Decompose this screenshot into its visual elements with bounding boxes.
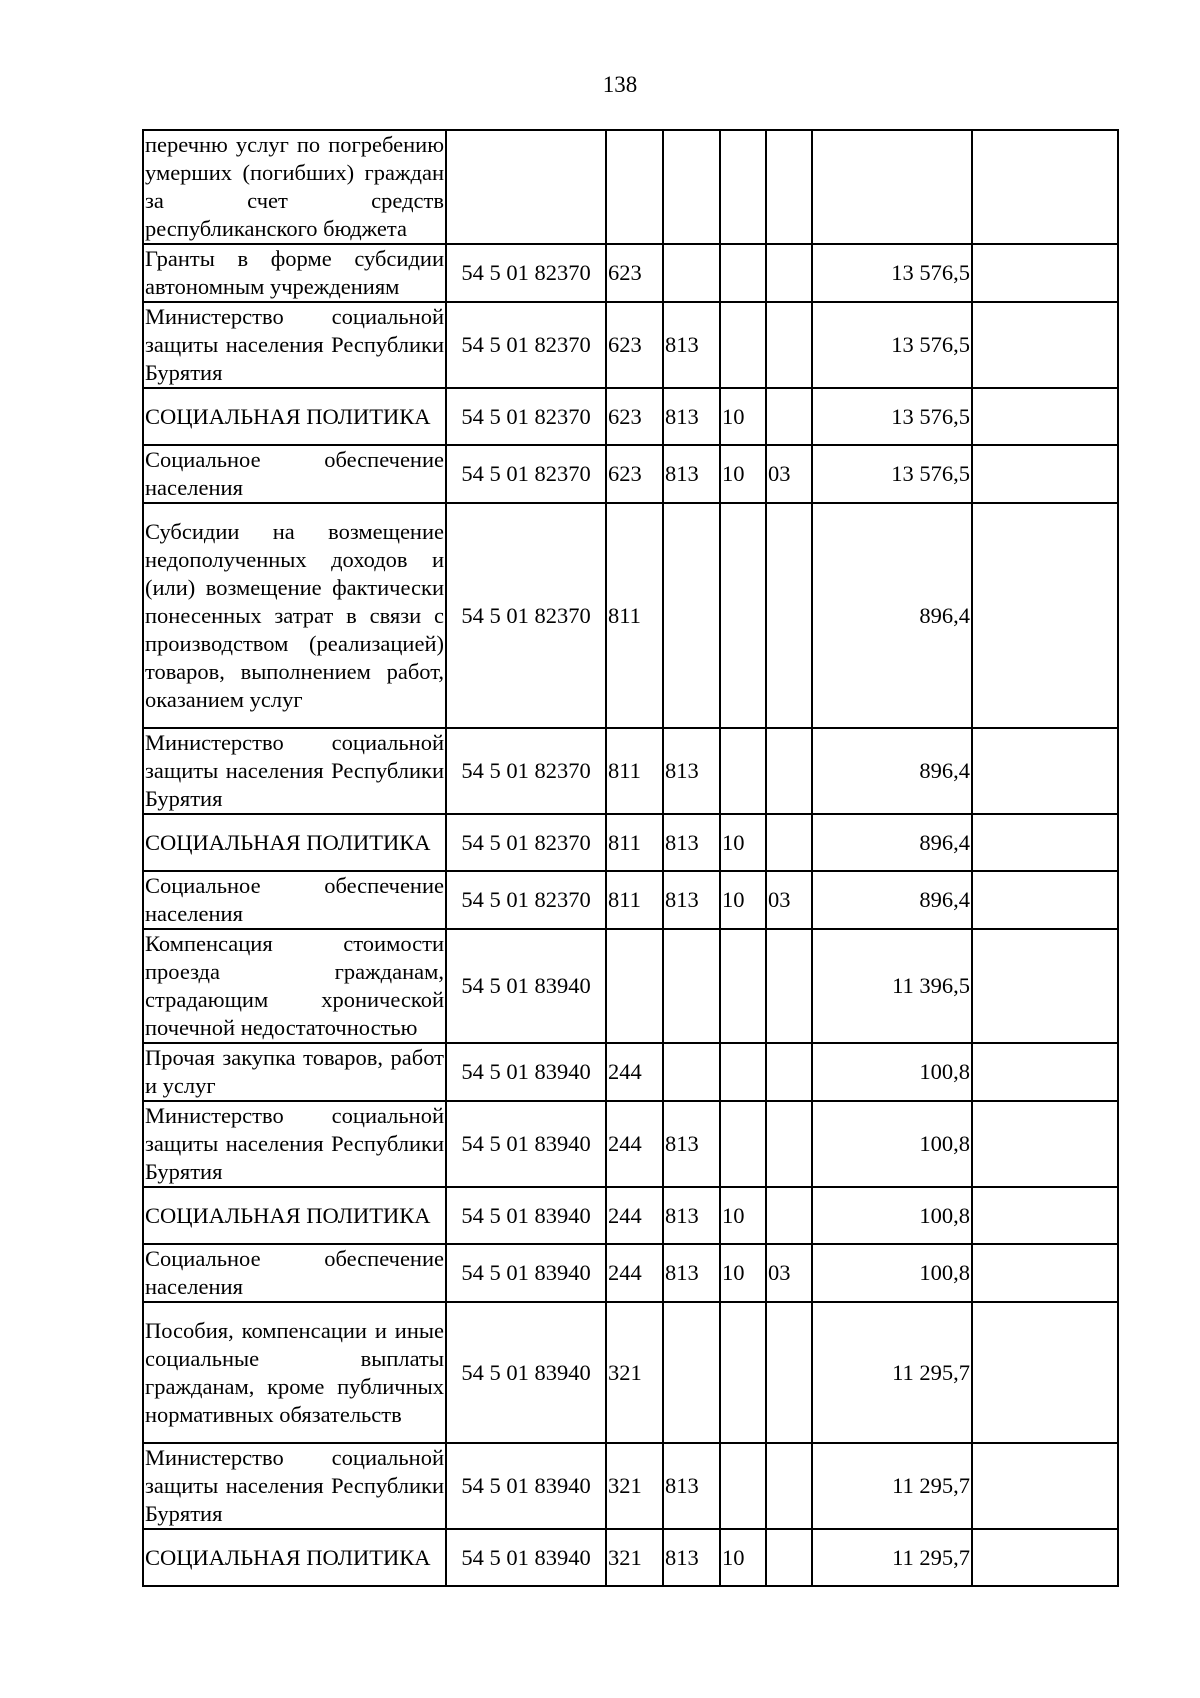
expense-type-code [606, 130, 663, 244]
section-code [720, 302, 766, 388]
table-body [143, 130, 1118, 1586]
amount: 100,8 [812, 1101, 972, 1187]
target-article-code: 54 5 01 83940 [446, 929, 606, 1043]
row-description: Социальное обеспечение населения [143, 1244, 446, 1302]
amount: 11 295,7 [812, 1529, 972, 1586]
extra-amount [972, 1302, 1118, 1443]
ministry-code [663, 503, 720, 728]
section-code: 10 [720, 388, 766, 445]
expense-type-code: 623 [606, 244, 663, 302]
amount: 11 295,7 [812, 1302, 972, 1443]
row-description: Министерство социальной защиты населения Республики Бурятия [143, 1101, 446, 1187]
subsection-code [766, 1043, 812, 1101]
table-row [143, 388, 1118, 445]
row-description: Гранты в форме субсидии автономным учреждениям [143, 244, 446, 302]
expense-type-code: 244 [606, 1187, 663, 1244]
section-code [720, 929, 766, 1043]
extra-amount [972, 244, 1118, 302]
amount: 100,8 [812, 1043, 972, 1101]
extra-amount [972, 1043, 1118, 1101]
table-row [143, 929, 1118, 1043]
ministry-code: 813 [663, 728, 720, 814]
section-code: 10 [720, 1244, 766, 1302]
ministry-code: 813 [663, 1529, 720, 1586]
ministry-code: 813 [663, 302, 720, 388]
ministry-code [663, 244, 720, 302]
ministry-code: 813 [663, 1443, 720, 1529]
expense-type-code: 244 [606, 1101, 663, 1187]
target-article-code: 54 5 01 82370 [446, 814, 606, 871]
subsection-code: 03 [766, 1244, 812, 1302]
page-number: 138 [602, 72, 638, 97]
section-code [720, 130, 766, 244]
row-description: СОЦИАЛЬНАЯ ПОЛИТИКА [143, 388, 446, 445]
table-row [143, 1187, 1118, 1244]
ministry-code: 813 [663, 1187, 720, 1244]
section-code [720, 1443, 766, 1529]
row-description: СОЦИАЛЬНАЯ ПОЛИТИКА [143, 1529, 446, 1586]
ministry-code: 813 [663, 1101, 720, 1187]
table-row [143, 302, 1118, 388]
extra-amount [972, 503, 1118, 728]
table-row [143, 1529, 1118, 1586]
row-description: СОЦИАЛЬНАЯ ПОЛИТИКА [143, 814, 446, 871]
extra-amount [972, 388, 1118, 445]
target-article-code: 54 5 01 82370 [446, 388, 606, 445]
ministry-code [663, 1302, 720, 1443]
target-article-code: 54 5 01 83940 [446, 1187, 606, 1244]
expense-type-code: 321 [606, 1302, 663, 1443]
section-code: 10 [720, 1187, 766, 1244]
extra-amount [972, 1529, 1118, 1586]
subsection-code [766, 244, 812, 302]
extra-amount [972, 728, 1118, 814]
extra-amount [972, 814, 1118, 871]
table-row [143, 728, 1118, 814]
target-article-code: 54 5 01 83940 [446, 1101, 606, 1187]
section-code [720, 728, 766, 814]
target-article-code: 54 5 01 83940 [446, 1302, 606, 1443]
amount: 100,8 [812, 1187, 972, 1244]
subsection-code [766, 929, 812, 1043]
ministry-code [663, 1043, 720, 1101]
row-description: Прочая закупка товаров, работ и услуг [143, 1043, 446, 1101]
row-description: СОЦИАЛЬНАЯ ПОЛИТИКА [143, 1187, 446, 1244]
table-row [143, 1101, 1118, 1187]
target-article-code: 54 5 01 83940 [446, 1043, 606, 1101]
ministry-code [663, 130, 720, 244]
extra-amount [972, 1443, 1118, 1529]
row-description: Компенсация стоимости проезда гражданам, страдающим хронической почечной недостаточностью [143, 929, 446, 1043]
row-description: Социальное обеспечение населения [143, 871, 446, 929]
subsection-code: 03 [766, 871, 812, 929]
section-code [720, 1043, 766, 1101]
subsection-code [766, 503, 812, 728]
amount: 11 396,5 [812, 929, 972, 1043]
target-article-code: 54 5 01 82370 [446, 302, 606, 388]
table-row [143, 1244, 1118, 1302]
table-row [143, 1043, 1118, 1101]
section-code [720, 244, 766, 302]
extra-amount [972, 1101, 1118, 1187]
amount: 896,4 [812, 871, 972, 929]
expense-type-code: 623 [606, 445, 663, 503]
target-article-code: 54 5 01 82370 [446, 244, 606, 302]
ministry-code: 813 [663, 445, 720, 503]
amount: 13 576,5 [812, 445, 972, 503]
extra-amount [972, 871, 1118, 929]
table-row [143, 244, 1118, 302]
table-row [143, 871, 1118, 929]
extra-amount [972, 445, 1118, 503]
target-article-code: 54 5 01 82370 [446, 503, 606, 728]
extra-amount [972, 302, 1118, 388]
extra-amount [972, 1187, 1118, 1244]
expense-type-code: 623 [606, 388, 663, 445]
amount [812, 130, 972, 244]
row-description: Министерство социальной защиты населения Республики Бурятия [143, 1443, 446, 1529]
amount: 896,4 [812, 503, 972, 728]
target-article-code [446, 130, 606, 244]
target-article-code: 54 5 01 83940 [446, 1244, 606, 1302]
subsection-code [766, 302, 812, 388]
amount: 100,8 [812, 1244, 972, 1302]
budget-table [142, 129, 1119, 1587]
section-code [720, 1101, 766, 1187]
table-row [143, 814, 1118, 871]
section-code [720, 1302, 766, 1443]
subsection-code [766, 1443, 812, 1529]
target-article-code: 54 5 01 83940 [446, 1443, 606, 1529]
subsection-code [766, 1302, 812, 1443]
section-code: 10 [720, 445, 766, 503]
subsection-code [766, 1187, 812, 1244]
amount: 896,4 [812, 728, 972, 814]
expense-type-code: 244 [606, 1244, 663, 1302]
subsection-code [766, 1529, 812, 1586]
subsection-code: 03 [766, 445, 812, 503]
extra-amount [972, 1244, 1118, 1302]
row-description: Министерство социальной защиты населения Республики Бурятия [143, 728, 446, 814]
table-row [143, 1302, 1118, 1443]
section-code: 10 [720, 871, 766, 929]
amount: 11 295,7 [812, 1443, 972, 1529]
row-description: перечню услуг по погребению умерших (погибших) граждан за счет средств республиканского бюджета [143, 130, 446, 244]
target-article-code: 54 5 01 83940 [446, 1529, 606, 1586]
subsection-code [766, 728, 812, 814]
amount: 896,4 [812, 814, 972, 871]
subsection-code [766, 1101, 812, 1187]
target-article-code: 54 5 01 82370 [446, 728, 606, 814]
expense-type-code: 811 [606, 728, 663, 814]
row-description: Министерство социальной защиты населения Республики Бурятия [143, 302, 446, 388]
subsection-code [766, 388, 812, 445]
expense-type-code: 321 [606, 1529, 663, 1586]
amount: 13 576,5 [812, 244, 972, 302]
subsection-code [766, 130, 812, 244]
amount: 13 576,5 [812, 302, 972, 388]
expense-type-code: 811 [606, 871, 663, 929]
expense-type-code [606, 929, 663, 1043]
table-row [143, 1443, 1118, 1529]
ministry-code: 813 [663, 1244, 720, 1302]
section-code: 10 [720, 814, 766, 871]
ministry-code: 813 [663, 388, 720, 445]
expense-type-code: 811 [606, 503, 663, 728]
extra-amount [972, 929, 1118, 1043]
ministry-code [663, 929, 720, 1043]
amount: 13 576,5 [812, 388, 972, 445]
table-row [143, 445, 1118, 503]
ministry-code: 813 [663, 871, 720, 929]
table-row [143, 503, 1118, 728]
expense-type-code: 623 [606, 302, 663, 388]
table-row [143, 130, 1118, 244]
ministry-code: 813 [663, 814, 720, 871]
extra-amount [972, 130, 1118, 244]
section-code [720, 503, 766, 728]
expense-type-code: 811 [606, 814, 663, 871]
row-description: Социальное обеспечение населения [143, 445, 446, 503]
expense-type-code: 244 [606, 1043, 663, 1101]
row-description: Субсидии на возмещение недополученных доходов и (или) возмещение фактически понесенных затрат в связи с производством (реализацией) товаров, выполнением работ, оказанием услуг [143, 503, 446, 728]
target-article-code: 54 5 01 82370 [446, 871, 606, 929]
subsection-code [766, 814, 812, 871]
expense-type-code: 321 [606, 1443, 663, 1529]
section-code: 10 [720, 1529, 766, 1586]
target-article-code: 54 5 01 82370 [446, 445, 606, 503]
row-description: Пособия, компенсации и иные социальные выплаты гражданам, кроме публичных нормативных обязательств [143, 1302, 446, 1443]
